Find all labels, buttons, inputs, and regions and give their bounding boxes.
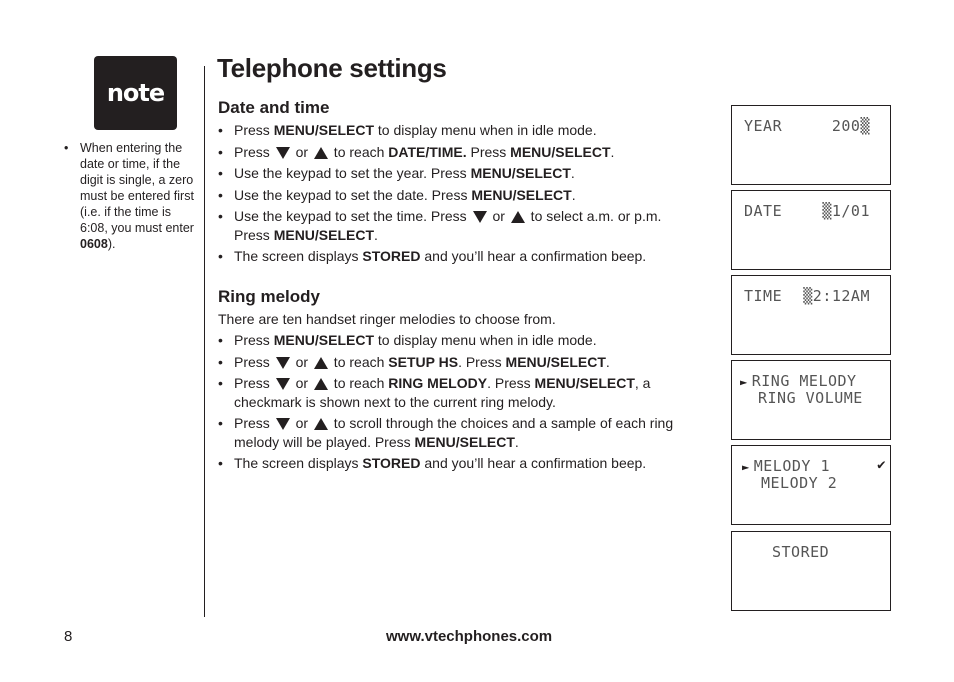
date-time-steps (218, 121, 698, 266)
note-badge-label: note (106, 79, 165, 107)
list-item: • The screen displays STORED and you’ll hear a confirmation beep. (218, 454, 698, 473)
lcd-screen-year (731, 105, 891, 185)
down-arrow-icon (276, 147, 290, 159)
lcd-melody-line2: MELODY 2 (761, 474, 838, 492)
note-text-before: When entering the date or time, if the digit is single, a zero must be entered first (i.e. if the time is 6:08, you must enter (80, 141, 194, 235)
lcd-year-value: 200▒ (831, 117, 870, 135)
note-text-after: ). (107, 237, 116, 251)
vertical-divider (204, 66, 205, 617)
down-arrow-icon (473, 211, 487, 223)
down-arrow-icon (276, 378, 290, 390)
list-item: • Use the keypad to set the year. Press MENU/SELECT. (218, 164, 698, 183)
list-item: • Press MENU/SELECT to display menu when in idle mode. (218, 331, 698, 350)
list-item: • Press or to scroll through the choices and a sample of each ring melody will be played. Press MENU/SELECT. (218, 414, 698, 451)
page-title: Telephone settings (217, 53, 447, 83)
lcd-stored-line: STORED (772, 543, 830, 561)
bullet: • (64, 141, 69, 155)
lcd-screen-stored (731, 531, 891, 611)
list-item: • The screen displays STORED and you’ll hear a confirmation beep. (218, 247, 698, 266)
lcd-year-label: YEAR (744, 117, 783, 135)
checkmark-icon: ✔ (877, 457, 886, 473)
ring-melody-section (218, 287, 698, 476)
date-time-heading: Date and time (218, 98, 330, 117)
list-item: • Press or to reach DATE/TIME. Press MENU/SELECT. (218, 143, 698, 162)
down-arrow-icon (276, 357, 290, 369)
note-text-bold: 0608 (80, 237, 108, 251)
lcd-menu-line1: RING MELODY (751, 372, 857, 390)
up-arrow-icon (314, 147, 328, 159)
side-note-text (80, 140, 200, 252)
lcd-screen-melody (731, 445, 891, 525)
list-item: • Press or to reach RING MELODY. Press MENU/SELECT, a checkmark is shown next to the current ring melody. (218, 374, 698, 411)
side-note (64, 140, 200, 252)
lcd-date-label: DATE (744, 202, 783, 220)
up-arrow-icon (314, 378, 328, 390)
up-arrow-icon (511, 211, 525, 223)
lcd-time-value: ▒2:12AM (803, 287, 870, 305)
lcd-menu-line2: RING VOLUME (758, 389, 863, 407)
lcd-screen-date (731, 190, 891, 270)
lcd-melody-line1: MELODY 1 (753, 457, 830, 475)
up-arrow-icon (314, 418, 328, 430)
list-item: • Use the keypad to set the date. Press MENU/SELECT. (218, 186, 698, 205)
ring-melody-heading: Ring melody (218, 287, 321, 306)
lcd-time-label: TIME (744, 287, 783, 305)
list-item: • Press MENU/SELECT to display menu when in idle mode. (218, 121, 698, 140)
lcd-date-value: ▒1/01 (822, 202, 870, 220)
selection-arrow-icon: ► (740, 375, 748, 389)
list-item: • Use the keypad to set the time. Press or to select a.m. or p.m. Press MENU/SELECT. (218, 207, 698, 244)
page-number: 8 (64, 628, 73, 645)
ring-melody-intro: There are ten handset ringer melodies to choose from. (218, 311, 556, 327)
list-item: • Press or to reach SETUP HS. Press MENU/SELECT. (218, 353, 698, 372)
note-badge (94, 56, 177, 130)
down-arrow-icon (276, 418, 290, 430)
lcd-screen-menu (731, 360, 891, 440)
selection-arrow-icon: ► (742, 460, 750, 474)
lcd-screen-time (731, 275, 891, 355)
up-arrow-icon (314, 357, 328, 369)
date-time-section (218, 98, 698, 269)
ring-melody-steps (218, 331, 698, 473)
footer-url: www.vtechphones.com (386, 628, 553, 645)
